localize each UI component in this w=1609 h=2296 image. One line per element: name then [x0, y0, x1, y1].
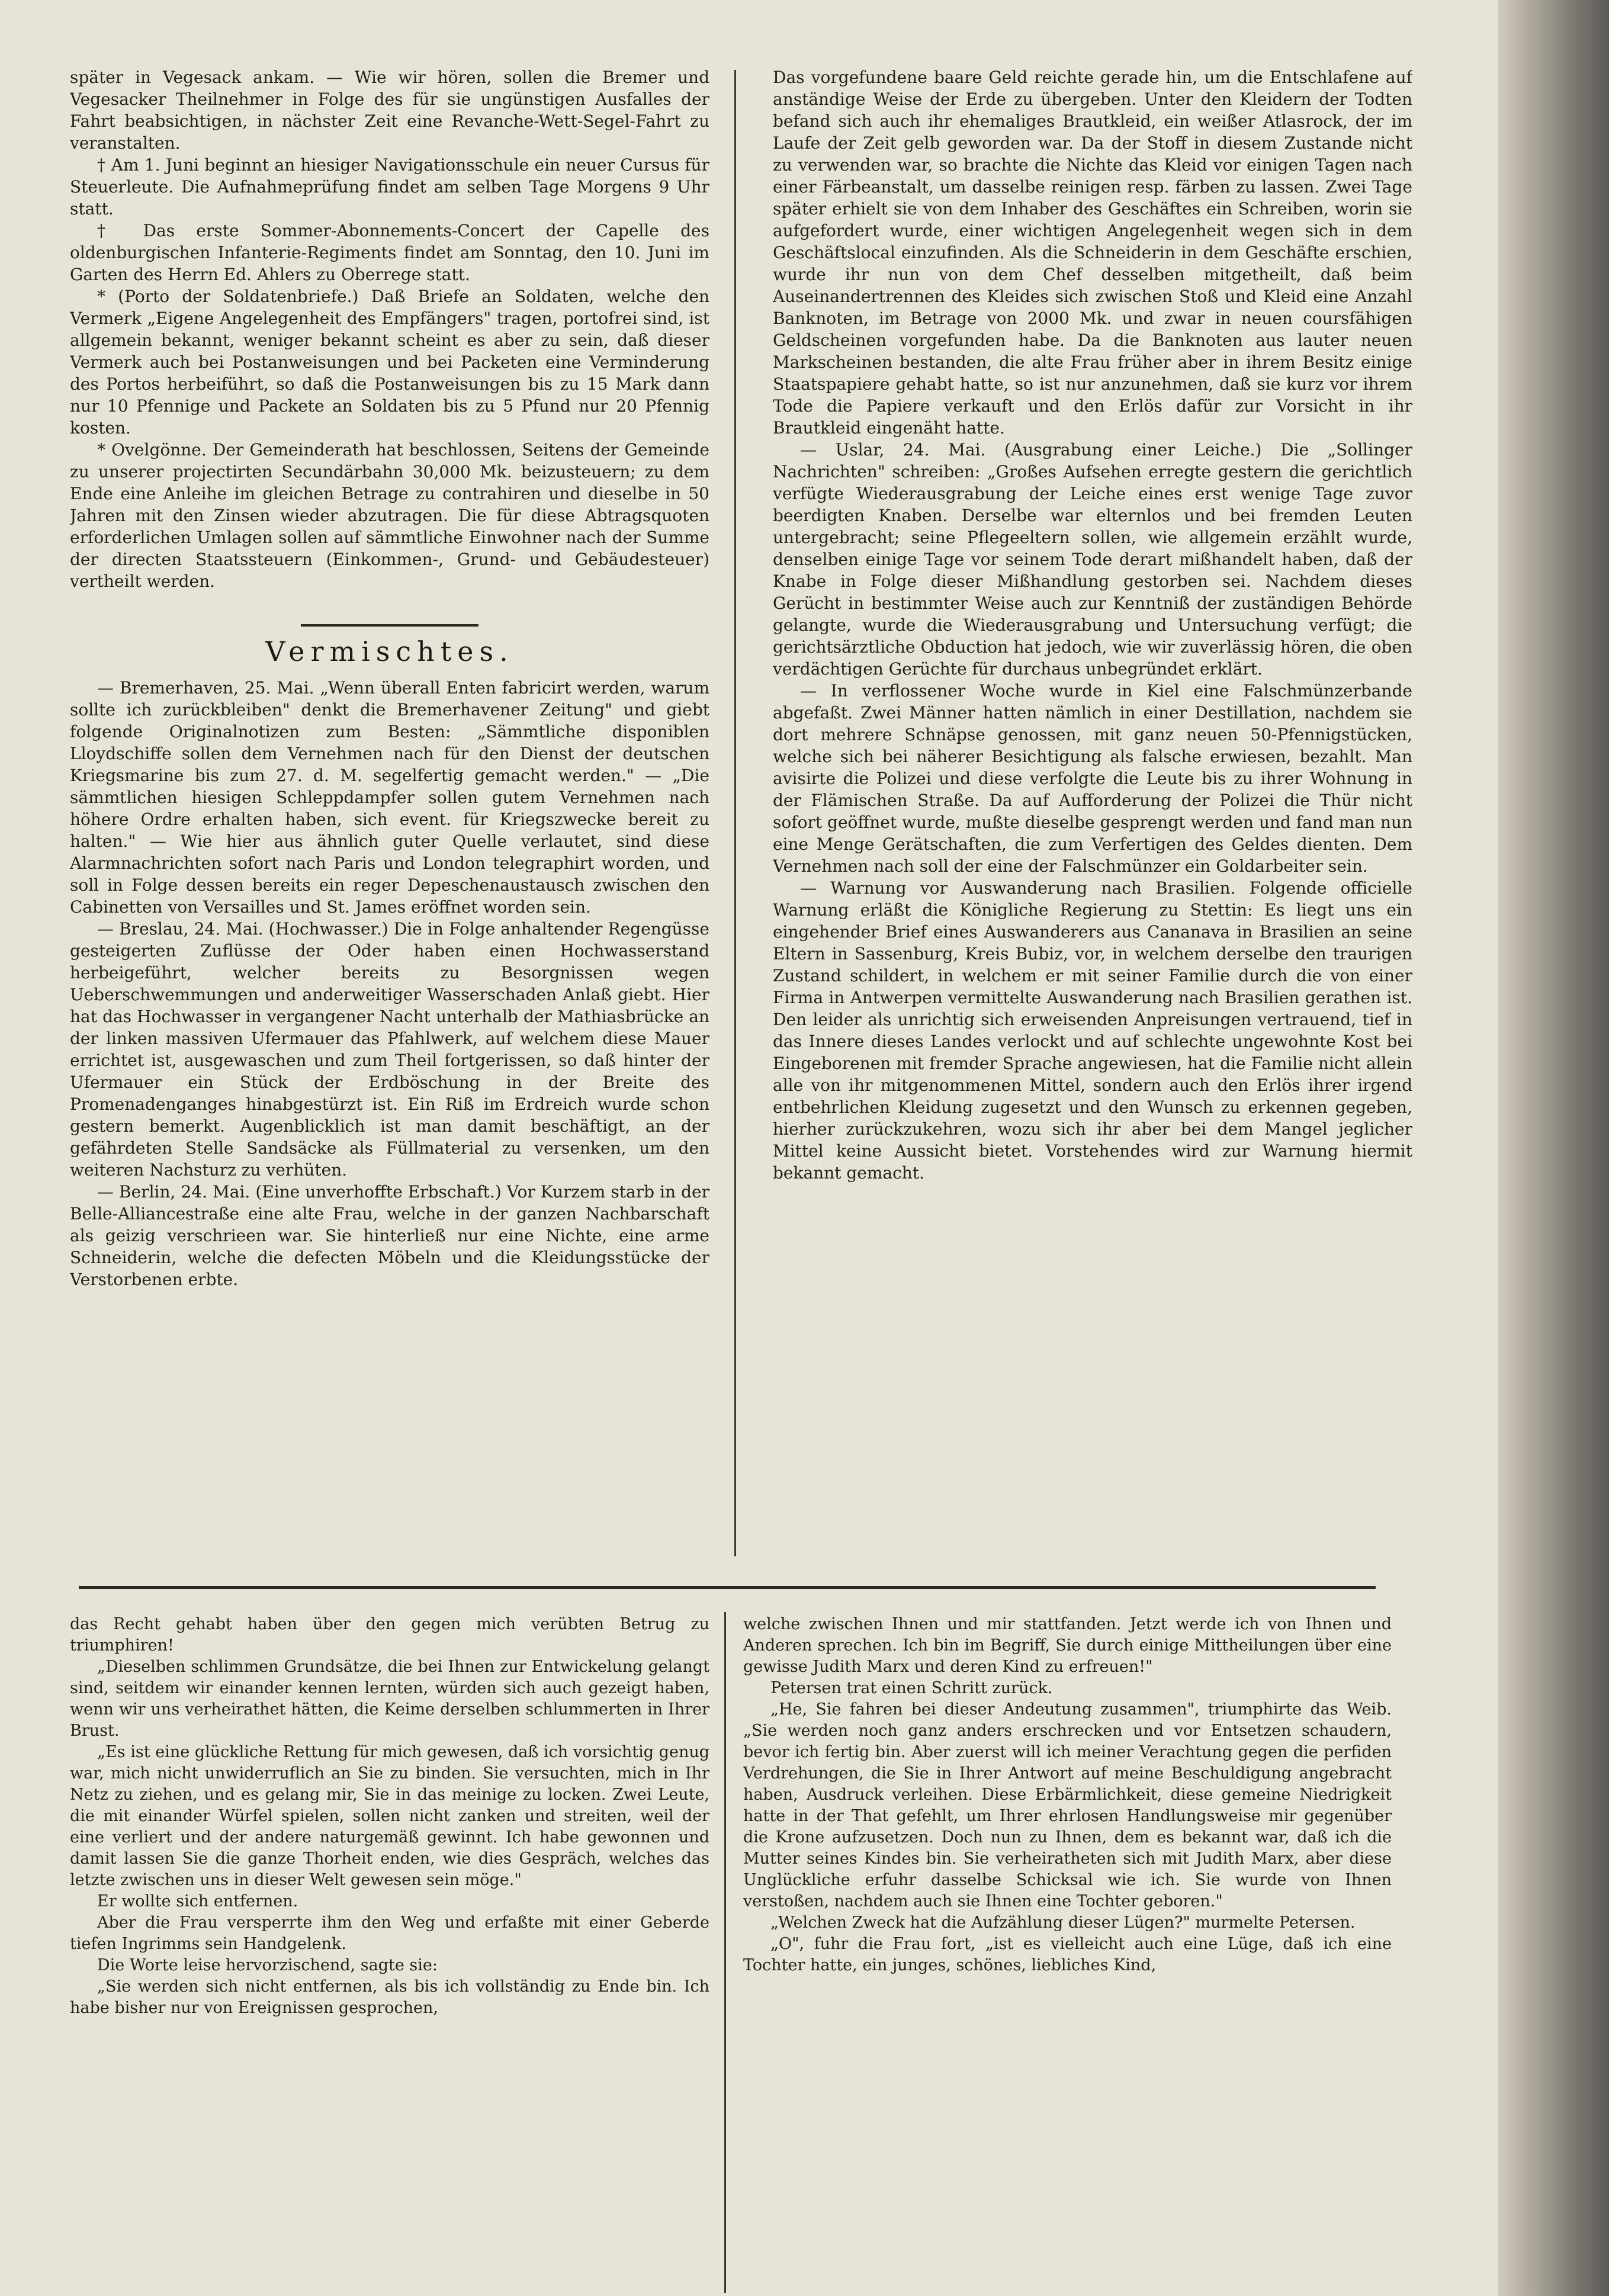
- novel-paragraph: Er wollte sich entfernen.: [97, 1892, 298, 1910]
- article-warnung-brasilien: — Warnung vor Auswanderung nach Brasilien. Folgende officielle Warnung erläßt die Königliche Regierung zu Stettin: Es liegt uns ein eingehender Brief eines Auswanderers aus Cananava in Brasilien an seine Eltern in Sassenburg, Kreis Bubiz, vor, in welchem derselbe den traurigen Zustand schildert, in welchem er mit seiner Familie durch die von einer Firma in Antwerpen vermittelte Auswanderung nach Brasilien gerathen ist. Den leider als unrichtig sich erweisenden Anpreisungen vertrauend, tief in das Innere dieses Landes verlockt und auf schlechte ungewohnte Kost bei Eingeborenen mit fremder Sprache angewiesen, hat die Familie nicht allein alle von ihr mitgenommenen Mittel, sondern auch den Erlös ihrer irgend entbehrlichen Kleidung zugesetzt und den Wunsch zu erkennen gegeben, hierher zurückzukehren, wozu sich ihr aber bei dem Mangel jeglicher Mittel keine Aussicht bietet. Vorstehendes wird zur Warnung hiermit bekannt gemacht.: [773, 878, 1412, 1183]
- novel-paragraph: Die Worte leise hervorzischend, sagte sie:: [97, 1956, 438, 1974]
- article-bremerhaven: — Bremerhaven, 25. Mai. „Wenn überall Enten fabricirt werden, warum sollte ich zurückbleiben" denkt die Bremerhavener Zeitung" und giebt folgende Originalnotizen zum Besten: „Sämmtliche disponiblen Lloydschiffe sollen dem Vernehmen nach für den Dienst der deutschen Kriegsmarine bis zum 27. d. M. segelfertig gemacht werden." — „Die sämmtlichen hiesigen Schleppdampfer sollen gutem Vernehmen nach höhere Ordre erhalten haben, sich event. für Kriegszwecke bereit zu halten." — Wie hier aus ähnlich guter Quelle verlautet, sind diese Alarmnachrichten sofort nach Paris und London telegraphirt worden, und soll in Folge dessen bereits ein reger Depeschenaustausch zwischen den Cabinetten von Versailles und St. James eröffnet worden sein.: [70, 678, 709, 917]
- column-top-right: [773, 66, 1412, 1550]
- column-top-left: [70, 66, 709, 1550]
- column-rule-bottom: [724, 1612, 726, 2293]
- novel-paragraph: „He, Sie fahren bei dieser Andeutung zusammen", triumphirte das Weib. „Sie werden noch ganz anders erschrecken und vor Entsetzen schaudern, bevor ich fertig bin. Aber zuerst will ich meiner Verachtung gegen die perfiden Verdrehungen, die Sie in Ihrer Antwort auf meine Beschuldigung angebracht haben, Ausdruck verleihen. Diese Erbärmlichkeit, diese gemeine Niedrigkeit hatte in der That gefehlt, um Ihrer ehrlosen Handlungsweise mir gegenüber die Krone aufzusetzen. Doch nun zu Ihnen, dem es bekannt war, daß ich die Mutter seines Kindes bin. Sie verheiratheten sich mit Judith Marx, aber diese Unglückliche erfuhr dasselbe Schicksal wie ich. Sie wurde von Ihnen verstoßen, nachdem auch sie Ihnen eine Tochter geboren.": [743, 1700, 1392, 1910]
- section-separator: [301, 624, 478, 627]
- article-berlin-erbschaft-cont: Das vorgefundene baare Geld reichte gerade hin, um die Entschlafene auf anständige Weise der Erde zu übergeben. Unter den Kleidern der Todten befand sich auch ihr ehemaliges Brautkleid, ein weißer Atlasrock, der im Laufe der Zeit gelb geworden war. Da der Stoff in diesem Zustande nicht zu verwenden war, so brachte die Nichte das Kleid vor einigen Tagen nach einer Färbeanstalt, um dasselbe reinigen resp. färben zu lassen. Zwei Tage später erhielt sie von dem Inhaber des Geschäftes ein Schreiben, worin sie aufgefordert wurde, einer wichtigen Angelegenheit wegen sich in dem Geschäftslocal einzufinden. Als die Schneiderin in dem Geschäfte erschien, wurde ihr nun von dem Chef desselben mitgetheilt, daß beim Auseinandertrennen des Kleides sich zwischen Stoß und Kleid eine Anzahl Banknoten, im Betrage von 2000 Mk. und zwar in neuen coursfähigen Geldscheinen vorgefunden habe. Da die Banknoten aus lauter neuen Markscheinen bestanden, die alte Frau früher aber in ihrem Besitz einige Staatspapiere gehabt hatte, so ist nur anzunehmen, daß sie kurz vor ihrem Tode die Papiere verkauft und den Erlös dafür zur Vorsicht in ihr Brautkleid eingenäht hatte.: [773, 68, 1412, 438]
- article-uslar-leiche: — Uslar, 24. Mai. (Ausgrabung einer Leiche.) Die „Sollinger Nachrichten" schreiben: „Großes Aufsehen erregte gestern die gerichtlich verfügte Wiederausgrabung der Leiche eines erst wenige Tage zuvor beerdigten Knaben. Derselbe war elternlos und bei fremden Leuten untergebracht; seine Pflegeeltern sollen, wie allgemein erzählt wurde, denselben einige Tage vor seinem Tode derart mißhandelt haben, daß der Knabe in Folge dieser Mißhandlung gestorben sei. Nachdem dieses Gerücht in bestimmter Weise auch zur Kenntniß der zuständigen Behörde gelangte, wurde die Wiederausgrabung und Untersuchung verfügt; die gerichtsärztliche Obduction hat jedoch, wie wir zuverlässig hören, die oben verdächtigen Gerüchte für durchaus unbegründet erklärt.: [773, 440, 1412, 679]
- novel-paragraph: Petersen trat einen Schritt zurück.: [770, 1679, 1053, 1697]
- article-porto-soldatenbriefe: * (Porto der Soldatenbriefe.) Daß Briefe an Soldaten, welche den Vermerk „Eigene Angelegenheit des Empfängers" tragen, portofrei sind, ist allgemein bekannt, weniger bekannt scheint es aber zu sein, daß dieser Vermerk auch bei Postanweisungen und bei Packeten eine Verminderung des Portos herbeiführt, so daß die Postanweisungen bis zu 15 Mark dann nur 10 Pfennige und Packete an Soldaten bis zu 5 Pfund nur 20 Pfennig kosten.: [70, 287, 709, 438]
- book-binding-edge: [1498, 0, 1609, 2296]
- article-breslau-hochwasser: — Breslau, 24. Mai. (Hochwasser.) Die in Folge anhaltender Regengüsse gesteigerten Zuflüsse der Oder haben einen Hochwasserstand herbeigeführt, welcher bereits zu Besorgnissen wegen Ueberschwemmungen und anderweitiger Wasserschaden Anlaß giebt. Hier hat das Hochwasser in vergangener Nacht unterhalb der Mathiasbrücke an der linken massiven Ufermauer das Pfahlwerk, auf welchem diese Mauer errichtet ist, ausgewaschen und zum Theil fortgerissen, so daß hinter der Ufermauer ein Stück der Erdböschung in der Breite des Promenadenganges hinabgestürzt ist. Ein Riß im Erdreich wurde schon gestern bemerkt. Augenblicklich ist man damit beschäftigt, an der gefährdeten Stelle Sandsäcke als Füllmaterial zu versenken, um den weiteren Nachsturz zu verhüten.: [70, 919, 709, 1180]
- novel-paragraph: „Sie werden sich nicht entfernen, als bis ich vollständig zu Ende bin. Ich habe bisher nur von Ereignissen gesprochen,: [70, 1977, 709, 2017]
- novel-paragraph: welche zwischen Ihnen und mir stattfanden. Jetzt werde ich von Ihnen und Anderen sprechen. Ich bin im Begriff, Sie durch einige Mittheilungen über eine gewisse Judith Marx und deren Kind zu erfreuen!": [743, 1615, 1392, 1676]
- article-vegesack-regatta: später in Vegesack ankam. — Wie wir hören, sollen die Bremer und Vegesacker Theilnehmer in Folge des für sie ungünstigen Ausfalles der Fahrt beabsichtigen, in nächster Zeit eine Revanche-Wett-Segel-Fahrt zu veranstalten.: [70, 68, 709, 153]
- novel-paragraph: „Es ist eine glückliche Rettung für mich gewesen, daß ich vorsichtig genug war, mich nicht unwiderruflich an Sie zu binden. Sie versuchten, mich in Ihr Netz zu ziehen, und es gelang mir, Sie in das meinige zu locken. Zwei Leute, die mit einander Würfel spielen, sollen nicht zanken und streiten, weil der eine verliert und der andere naturgemäß gewinnt. Ich habe gewonnen und damit lassen Sie die ganze Thorheit enden, wie dies Gespräch, welches das letzte zwischen uns in dieser Welt gewesen sein möge.": [70, 1743, 709, 1889]
- column-bottom-left: [70, 1614, 709, 2295]
- section-heading-vermischtes: Vermischtes.: [265, 635, 514, 667]
- novel-paragraph: das Recht gehabt haben über den gegen mich verübten Betrug zu triumphiren!: [70, 1615, 709, 1655]
- article-ovelgoenne: * Ovelgönne. Der Gemeinderath hat beschlossen, Seitens der Gemeinde zu unserer projectirten Secundärbahn 30,000 Mk. beizusteuern; zu dem Ende eine Anleihe im gleichen Betrage zu contrahiren und dieselbe in 50 Jahren mit den Zinsen wieder abzutragen. Die für diese Abtragsquoten erforderlichen Umlagen sollen auf sämmtliche Einwohner nach der Summe der directen Staatssteuern (Einkommen-, Grund- und Gebäudesteuer) vertheilt werden.: [70, 440, 709, 591]
- novel-paragraph: „Dieselben schlimmen Grundsätze, die bei Ihnen zur Entwickelung gelangt sind, seitdem wir einander kennen lernten, würden sich auch gezeigt haben, wenn wir uns verheirathet hätten, die Keime derselben schlummerten in Ihrer Brust.: [70, 1658, 709, 1740]
- feuilleton-separator-rule: [79, 1586, 1376, 1589]
- article-kiel-falschmuenzer: — In verflossener Woche wurde in Kiel eine Falschmünzerbande abgefaßt. Zwei Männer hatten nämlich in einer Destillation, nachdem sie dort mehrere Schnäpse genossen, mit ganz neuen 50-Pfennigstücken, welche sich bei näherer Besichtigung als falsche erwiesen, bezahlt. Man avisirte die Polizei und diese verfolgte die Leute bis zu ihrer Wohnung in der Flämischen Straße. Da auf Aufforderung der Polizei die Thür nicht sofort geöffnet wurde, mußte dieselbe gesprengt werden und fand man nun eine Menge Gerätschaften, die zum Verfertigen des Geldes dienten. Dem Vernehmen nach soll der eine der Falschmünzer ein Goldarbeiter sein.: [773, 681, 1412, 876]
- article-sommer-concert: † Das erste Sommer-Abonnements-Concert der Capelle des oldenburgischen Infanterie-Regiments findet am Sonntag, den 10. Juni im Garten des Herrn Ed. Ahlers zu Oberrege statt.: [70, 221, 709, 284]
- column-bottom-right: [743, 1614, 1392, 2295]
- article-navigationsschule: † Am 1. Juni beginnt an hiesiger Navigationsschule ein neuer Cursus für Steuerleute. Die Aufnahmeprüfung findet am selben Tage Morgens 9 Uhr statt.: [70, 155, 709, 219]
- novel-paragraph: „Welchen Zweck hat die Aufzählung dieser Lügen?" murmelte Petersen.: [770, 1913, 1356, 1932]
- novel-paragraph: Aber die Frau versperrte ihm den Weg und erfaßte mit einer Geberde tiefen Ingrimms sein Handgelenk.: [70, 1913, 709, 1953]
- novel-paragraph: „O", fuhr die Frau fort, „ist es vielleicht auch eine Lüge, daß ich eine Tochter hatte, ein junges, schönes, liebliches Kind,: [743, 1935, 1392, 1974]
- column-rule-top: [734, 70, 736, 1556]
- article-berlin-erbschaft: — Berlin, 24. Mai. (Eine unverhoffte Erbschaft.) Vor Kurzem starb in der Belle-Alliancestraße eine alte Frau, welche in der ganzen Nachbarschaft als geizig verschrieen war. Sie hinterließ nur eine Nichte, eine arme Schneiderin, welche die defecten Möbeln und die Kleidungsstücke der Verstorbenen erbte.: [70, 1182, 709, 1289]
